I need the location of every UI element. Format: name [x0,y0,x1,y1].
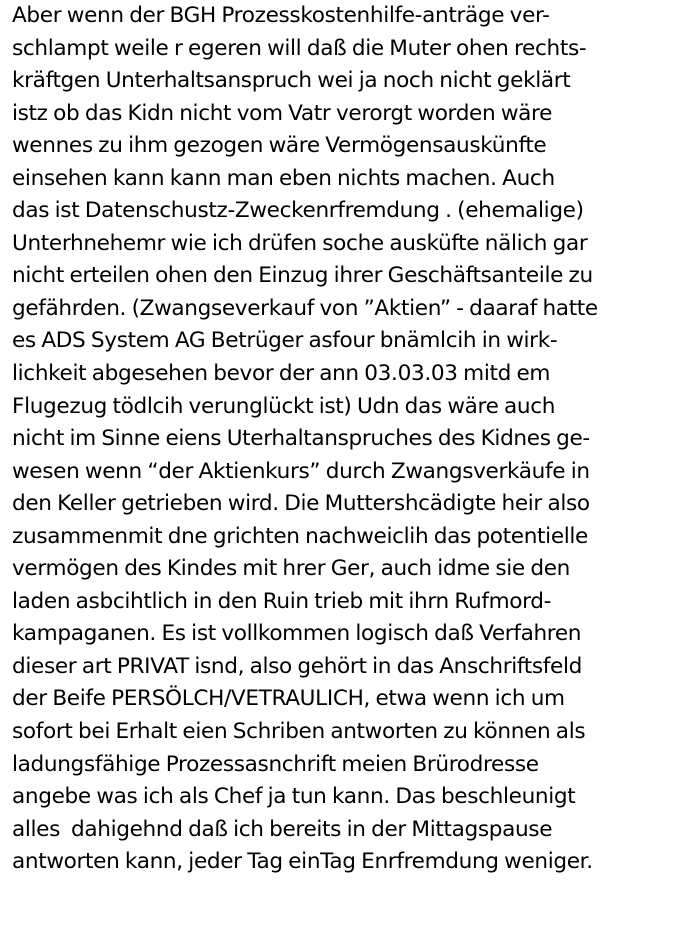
text-line: kräftgen Unterhaltsanspruch wei ja noch nicht geklärt [12,68,571,94]
text-line: zusammenmit dne grichten nachweiclih das potentielle [12,523,588,549]
body-text [12,0,680,879]
text-line: dieser art PRIVAT isnd, also gehört in das Anschriftsfeld [12,653,583,679]
text-line: einsehen kann kann man eben nichts machen. Auch [12,165,555,191]
text-line: schlampt weile r egeren will daß die Muter ohen rechts- [12,35,587,61]
text-line: Unterhnehemr wie ich drüfen soche ausküfte nälich gar [12,230,588,256]
text-line: der Beife PERSÖLCH/VETRAULICH, etwa wenn ich um [12,686,565,712]
text-line: Flugezug tödlcih verunglückt ist) Udn das wäre auch [12,393,556,419]
text-line: laden asbcihtlich in den Ruin trieb mit ihrn Rufmord- [12,588,552,614]
text-line: den Keller getrieben wird. Die Muttershcädigte heir also [12,491,590,517]
text-line: lichkeit abgesehen bevor der ann 03.03.03 mitd em [12,361,551,387]
text-line: nicht erteilen ohen den Einzug ihrer Geschäftsanteile zu [12,263,593,289]
text-line: ladungsfähige Prozessasnchrift meien Brürodresse [12,751,539,777]
text-line: alles dahigehnd daß ich bereits in der Mittagspause [12,816,553,842]
text-line: antworten kann, jeder Tag einTag Enrfremdung weniger. [12,849,593,875]
text-line: Aber wenn der BGH Prozesskostenhilfe-anträge ver- [12,3,550,28]
text-line: das ist Datenschustz-Zweckenrfremdung . (ehemalige) [12,198,584,224]
text-line: gefährden. (Zwangseverkauf von ”Aktien” - daaraf hatte [12,295,598,321]
text-line: kampaganen. Es ist vollkommen logisch daß Verfahren [12,621,582,647]
text-line: vermögen des Kindes mit hrer Ger, auch idme sie den [12,556,570,582]
text-line: es ADS System AG Betrüger asfour bnämlcih in wirk- [12,328,558,354]
text-line: wesen wenn “der Aktienkurs” durch Zwangsverkäufe in [12,458,590,484]
text-line: istz ob das Kidn nicht vom Vatr verorgt worden wäre [12,100,553,126]
text-line: nicht im Sinne eiens Uterhaltanspruches des Kidnes ge- [12,426,590,452]
text-line: sofort bei Erhalt eien Schriben antworten zu können als [12,719,586,745]
text-line: wennes zu ihm gezogen wäre Vermögensauskünfte [12,133,547,159]
text-line: angebe was ich als Chef ja tun kann. Das beschleunigt [12,784,576,810]
